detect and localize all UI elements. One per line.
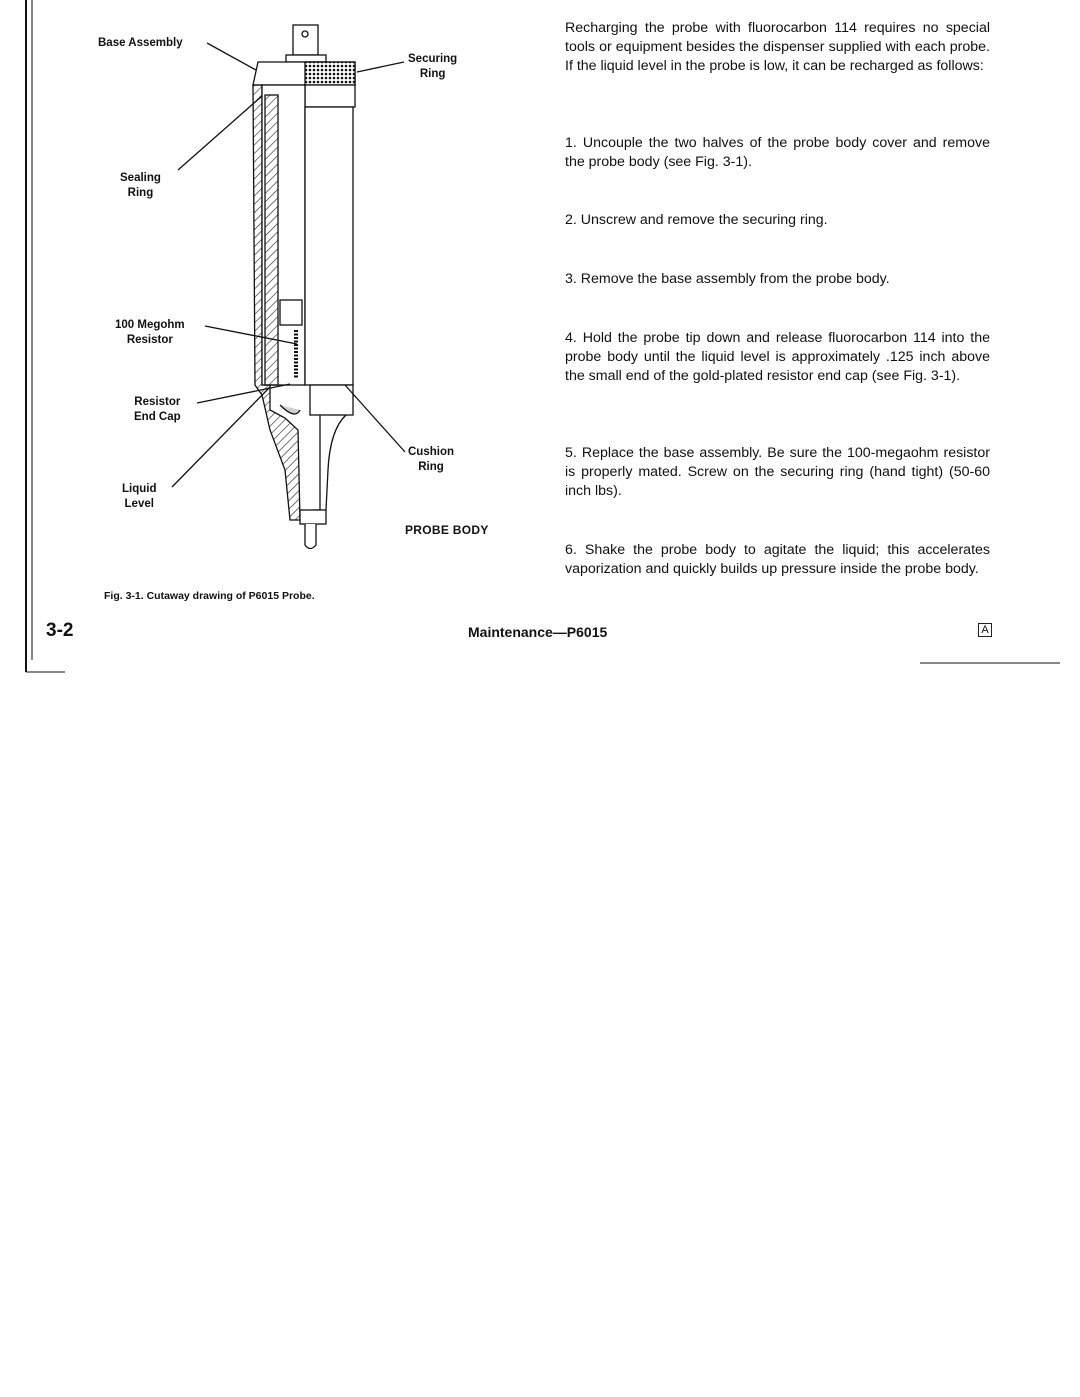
label-line: 100 Megohm	[115, 319, 185, 331]
intro-paragraph: Recharging the probe with fluorocarbon 114 requires no special tools or equipment besides the dispenser supplied with each probe. If the liquid level in the probe is low, it can be recharged as follows:	[565, 20, 990, 75]
step-1: 1. Uncouple the two halves of the probe body cover and remove the probe body (see Fig. 3-1).	[565, 135, 990, 171]
label-line: Level	[124, 498, 154, 510]
step-4: 4. Hold the probe tip down and release fluorocarbon 114 into the probe body until the liquid level is approximately .125 inch above the small end of the gold-plated resistor end cap (see Fig. 3-1).	[565, 330, 990, 385]
label-line: Ring	[127, 187, 154, 199]
label-sealing-ring	[120, 171, 161, 201]
label-base-assembly: Base Assembly	[98, 37, 183, 49]
figure-caption: Fig. 3-1. Cutaway drawing of P6015 Probe.	[104, 590, 315, 602]
step-3: 3. Remove the base assembly from the probe body.	[565, 271, 890, 287]
label-line: Resistor	[126, 334, 173, 346]
label-line: Sealing	[120, 172, 161, 184]
label-line: Cushion	[408, 446, 454, 458]
footer-title: Maintenance—P6015	[468, 624, 608, 640]
label-line: Ring	[419, 68, 446, 80]
label-line: End Cap	[134, 411, 181, 423]
label-resistor	[115, 318, 185, 348]
label-securing-ring	[408, 52, 457, 82]
revision-mark: A	[978, 623, 992, 637]
label-cushion-ring	[408, 445, 454, 475]
step-5: 5. Replace the base assembly. Be sure the 100-megaohm resistor is properly mated. Screw on the securing ring (hand tight) (50-60 inch lbs).	[565, 445, 990, 500]
label-line: Ring	[418, 461, 444, 473]
page-number: 3-2	[46, 620, 74, 641]
label-line: Securing	[408, 53, 458, 65]
figure-title: PROBE BODY	[405, 523, 489, 537]
step-2: 2. Unscrew and remove the securing ring.	[565, 212, 828, 228]
label-liquid-level	[122, 482, 157, 512]
step-6: 6. Shake the probe body to agitate the liquid; this accelerates vaporization and quickly builds up pressure inside the probe body.	[565, 542, 990, 578]
label-line: Resistor	[134, 396, 181, 408]
label-resistor-end-cap	[134, 395, 181, 425]
label-line: Liquid	[122, 483, 157, 495]
